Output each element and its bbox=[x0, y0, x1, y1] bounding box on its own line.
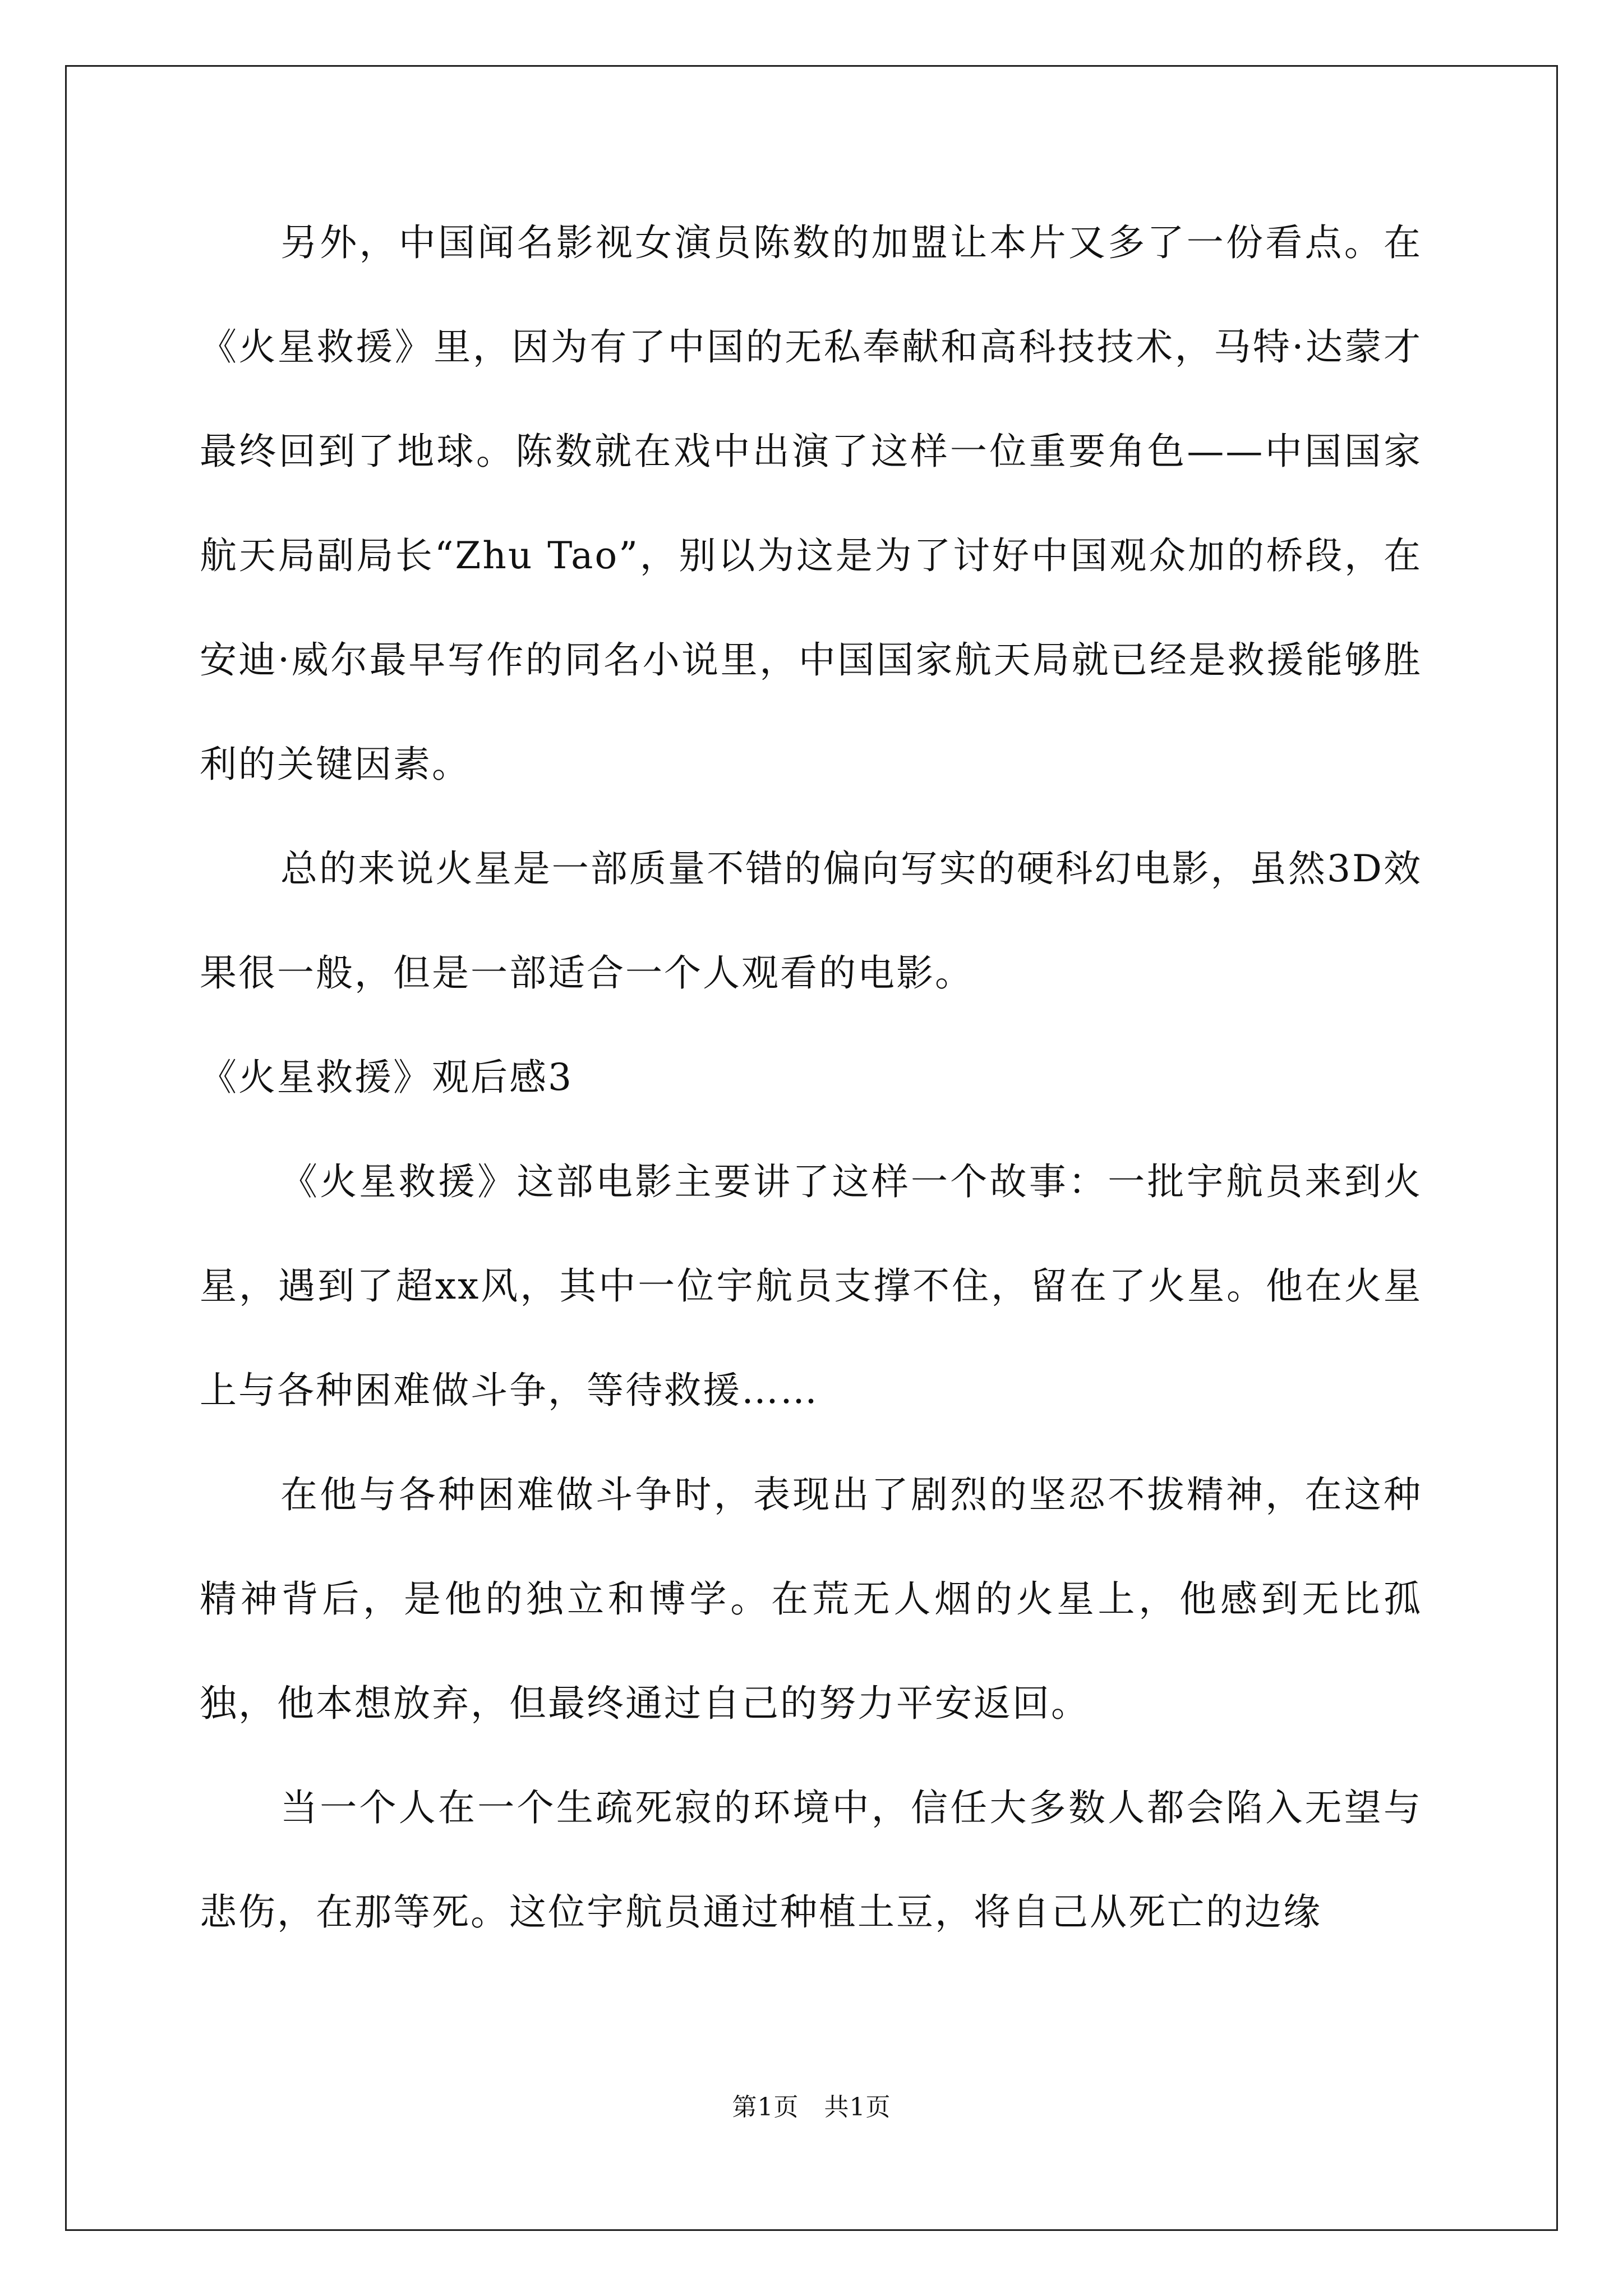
page-footer bbox=[0, 2087, 1623, 2123]
page-total: 共1页 bbox=[824, 2093, 891, 2122]
paragraph: 总的来说火星是一部质量不错的偏向写实的硬科幻电影，虽然3D效果很一般，但是一部适合一个人观看的电影。 bbox=[200, 847, 1422, 995]
document-body bbox=[200, 191, 1422, 1964]
paragraph: 另外，中国闻名影视女演员陈数的加盟让本片又多了一份看点。在《火星救援》里，因为有了中国的无私奉献和高科技技术，马特·达蒙才最终回到了地球。陈数就在戏中出演了这样一位重要角色——中国国家航天局副局长“Zhu Tao”，别以为这是为了讨好中国观众加的桥段，在安迪·威尔最早写作的同名小说里，中国国家航天局就已经是救援能够胜利的关键因素。 bbox=[200, 221, 1422, 786]
paragraph: 当一个人在一个生疏死寂的环境中，信任大多数人都会陷入无望与悲伤，在那等死。这位宇航员通过种植土豆，将自己从死亡的边缘 bbox=[200, 1786, 1422, 1934]
paragraph: 在他与各种困难做斗争时，表现出了剧烈的坚忍不拔精神，在这种精神背后，是他的独立和博学。在荒无人烟的火星上，他感到无比孤独，他本想放弃，但最终通过自己的努力平安返回。 bbox=[200, 1473, 1422, 1725]
page-number: 第1页 bbox=[732, 2093, 799, 2122]
paragraph: 《火星救援》这部电影主要讲了这样一个故事：一批宇航员来到火星，遇到了超xx风，其中一位宇航员支撑不住，留在了火星。他在火星上与各种困难做斗争，等待救援…… bbox=[200, 1160, 1422, 1412]
section-heading: 《火星救援》观后感3 bbox=[200, 1056, 573, 1099]
